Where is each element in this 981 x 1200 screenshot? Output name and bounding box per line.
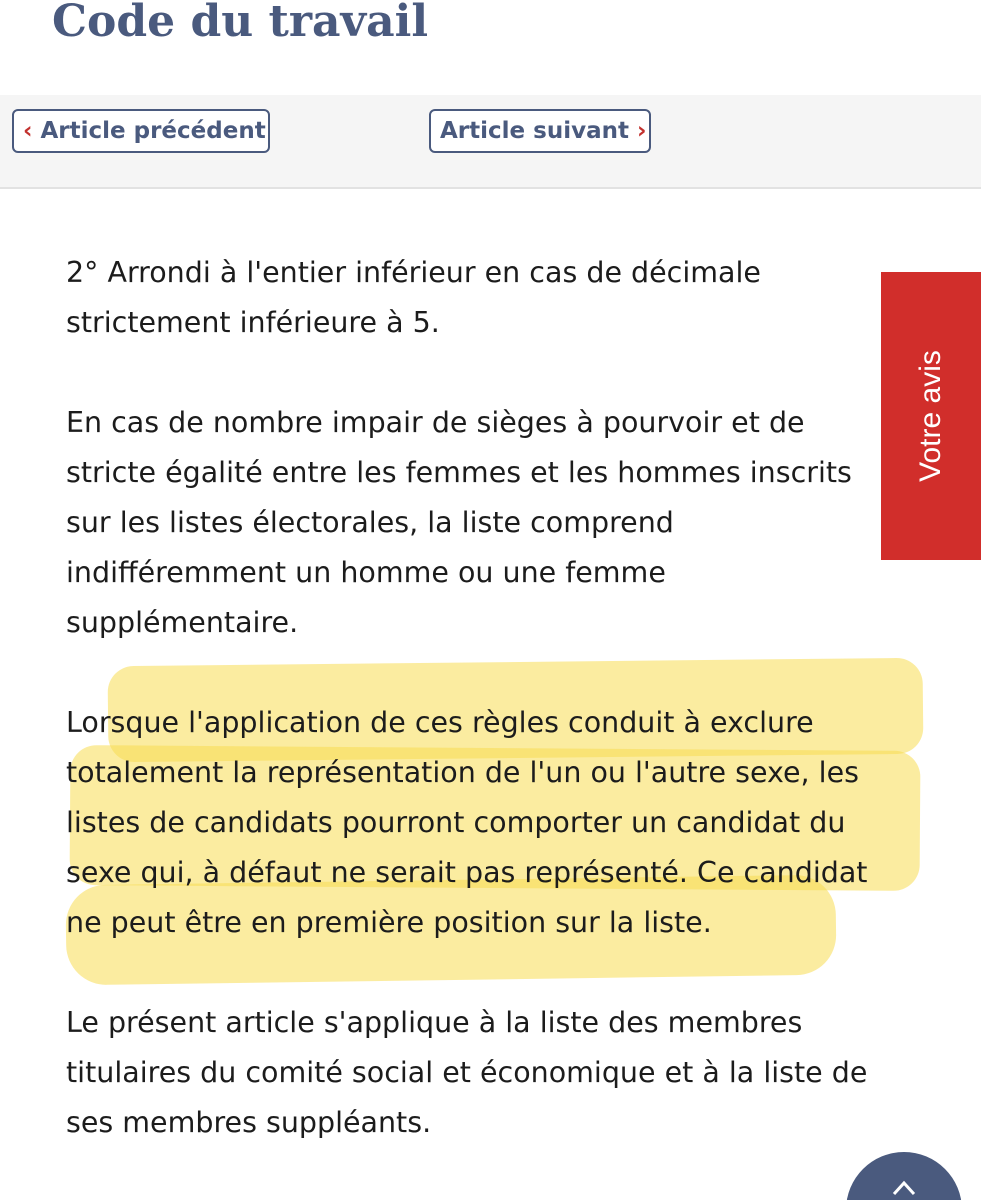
text-line: totalement la représentation de l'un ou l'autre sexe, les <box>66 756 859 789</box>
text-line: 2° Arrondi à l'entier inférieur en cas de décimale <box>66 256 761 289</box>
article-body <box>66 248 916 1198</box>
text-line: En cas de nombre impair de sièges à pourvoir et de <box>66 406 805 439</box>
article-paragraph <box>66 398 916 648</box>
text-line: strictement inférieure à 5. <box>66 306 440 339</box>
next-article-label: Article suivant <box>440 118 629 144</box>
text-line: listes de candidats pourront comporter un candidat du <box>66 806 846 839</box>
text-line: Lorsque l'application de ces règles conduit à exclure <box>66 706 814 739</box>
chevron-left-icon: ‹ <box>23 118 33 144</box>
previous-article-label: Article précédent <box>40 118 266 144</box>
previous-article-button[interactable] <box>12 109 270 153</box>
text-line: sexe qui, à défaut ne serait pas représenté. Ce candidat <box>66 856 868 889</box>
arrow-up-icon <box>890 1178 918 1198</box>
text-line: ses membres suppléants. <box>66 1106 432 1139</box>
text-line: Le présent article s'applique à la liste des membres <box>66 1006 803 1039</box>
next-article-button[interactable] <box>429 109 651 153</box>
feedback-tab-label: Votre avis <box>914 350 948 482</box>
text-line: stricte égalité entre les femmes et les hommes inscrits <box>66 456 852 489</box>
page-title: Code du travail <box>52 0 429 47</box>
text-line: indifféremment un homme ou une femme <box>66 556 666 589</box>
text-line: sur les listes électorales, la liste comprend <box>66 506 674 539</box>
text-line: ne peut être en première position sur la liste. <box>66 906 712 939</box>
chevron-right-icon: › <box>636 118 647 144</box>
article-paragraph-highlighted <box>66 698 916 948</box>
article-navigation <box>0 95 981 189</box>
text-line: titulaires du comité social et économique et à la liste de <box>66 1056 868 1089</box>
article-paragraph <box>66 998 916 1148</box>
feedback-tab[interactable] <box>881 272 981 560</box>
article-paragraph <box>66 248 916 348</box>
text-line: supplémentaire. <box>66 606 299 639</box>
